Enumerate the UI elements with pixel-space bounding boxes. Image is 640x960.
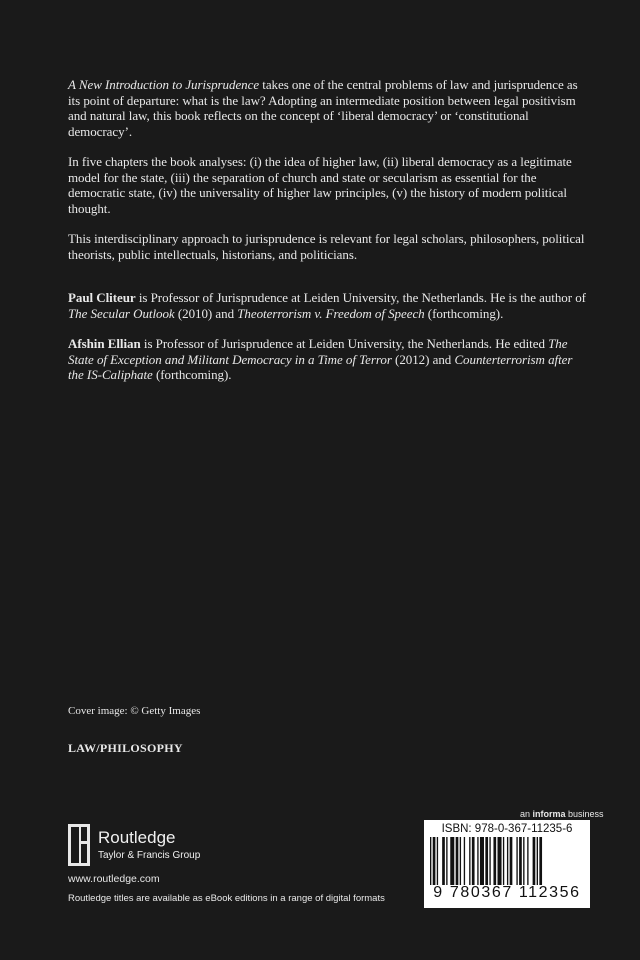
barcode-bar — [480, 837, 484, 885]
barcode-bar — [456, 837, 459, 885]
blurb-paragraph-1: A New Introduction to Jurisprudence takes one of the central problems of law and jurisprudence as its point of departure: what is the law? Adopting an intermediate position between legal positivism and natural law, this book reflects on the concept of ‘liberal democracy’ or ‘constitutional democracy’. — [68, 77, 578, 139]
subject-category: LAW/PHILOSOPHY — [68, 741, 183, 755]
barcode-bar — [493, 837, 496, 885]
author-name: Paul Cliteur — [68, 290, 136, 305]
barcode-bar — [510, 837, 513, 885]
blurb-paragraph-2: In five chapters the book analyses: (i) the idea of higher law, (ii) liberal democracy as a legitimate model for the state, (iii) the separation of church and state or secularism as essential for the democratic state, (iv) the universality of higher law principles, (v) the history of modern political thought. — [68, 154, 572, 216]
barcode-bar — [516, 837, 517, 885]
barcode-bar — [507, 837, 508, 885]
barcode-bar — [464, 837, 465, 885]
barcode-bar — [523, 837, 524, 885]
book-title: A New Introduction to Jurisprudence — [68, 77, 260, 92]
barcode-bar — [446, 837, 447, 885]
barcode-bar — [437, 837, 438, 885]
barcode-bar — [485, 837, 488, 885]
barcode-bar — [469, 837, 470, 885]
routledge-mark-icon — [68, 824, 90, 866]
barcode-bar — [460, 837, 461, 885]
barcode-bar — [489, 837, 490, 885]
publisher-group: Taylor & Francis Group — [98, 850, 201, 861]
barcode-bar — [430, 837, 431, 885]
barcode-bar — [498, 837, 502, 885]
barcode-digits: 9 780367 112356 — [433, 884, 581, 901]
barcode-bar — [527, 837, 528, 885]
isbn-label: ISBN: 978-0-367-11235-6 — [441, 823, 573, 835]
barcode-bar — [533, 837, 536, 885]
barcode-bar — [503, 837, 504, 885]
barcode-bars — [430, 837, 584, 885]
barcode-bar — [519, 837, 522, 885]
barcode-bar — [450, 837, 454, 885]
barcode-bar — [537, 837, 538, 885]
author-name: Afshin Ellian — [68, 336, 141, 351]
author-bio-1: Paul Cliteur is Professor of Jurisprudence at Leiden University, the Netherlands. He is the author of The Secular Outlook (2010) and Theoterrorism v. Freedom of Speech (forthcoming). — [68, 290, 586, 321]
barcode-bar — [442, 837, 445, 885]
barcode-bar — [472, 837, 475, 885]
informa-business-tag: an informa business — [520, 809, 604, 819]
isbn-barcode — [424, 820, 590, 908]
routledge-logo — [68, 824, 238, 874]
publisher-website: www.routledge.com — [68, 873, 160, 885]
author-bio-2: Afshin Ellian is Professor of Jurisprudence at Leiden University, the Netherlands. He edited The State of Exception and Militant Democracy in a Time of Terror (2012) and Counterterrorism after the IS-Caliphate (forthcoming). — [68, 336, 573, 382]
cover-image-credit: Cover image: © Getty Images — [68, 705, 201, 717]
barcode-bar — [433, 837, 436, 885]
barcode-bar — [539, 837, 542, 885]
blurb-paragraph-3: This interdisciplinary approach to jurisprudence is relevant for legal scholars, philosophers, political theorists, public intellectuals, historians, and politicians. — [68, 231, 585, 262]
barcode-bar — [477, 837, 478, 885]
back-cover-blurb — [68, 77, 588, 398]
publisher-name: Routledge — [98, 828, 176, 847]
ebook-note: Routledge titles are available as eBook editions in a range of digital formats — [68, 893, 385, 904]
